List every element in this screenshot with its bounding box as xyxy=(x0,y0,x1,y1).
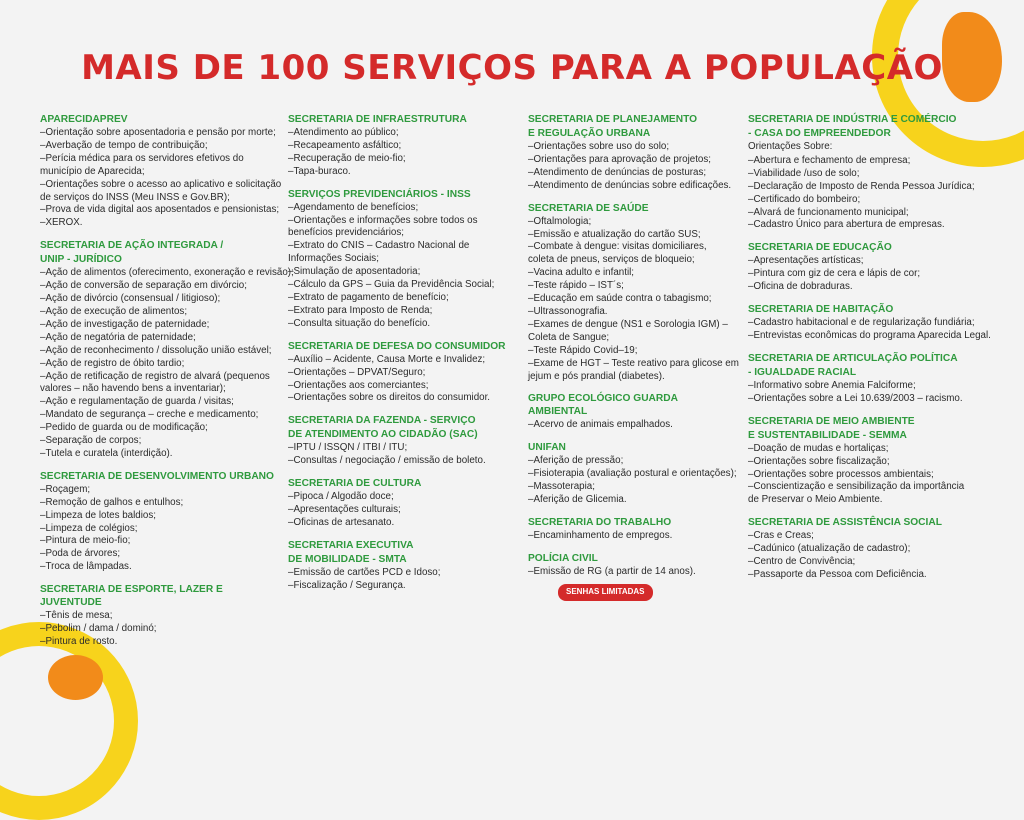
service-item: benefícios previdenciários; xyxy=(288,227,404,239)
service-section xyxy=(748,516,983,582)
service-section xyxy=(528,552,738,601)
service-item: –Cadúnico (atualização de cadastro); xyxy=(748,543,911,555)
service-section xyxy=(528,392,738,432)
service-section xyxy=(40,583,283,649)
service-item: –Pebolim / dama / dominó; xyxy=(40,623,157,635)
service-item: –Recapeamento asfáltico; xyxy=(288,139,402,151)
service-item: –Separação de corpos; xyxy=(40,435,142,447)
section-title: SECRETARIA DO TRABALHO xyxy=(528,516,672,528)
page-title: MAIS DE 100 SERVIÇOS PARA A POPULAÇÃO xyxy=(81,48,943,88)
section-title: SECRETARIA DE CULTURA xyxy=(288,478,422,490)
service-item: –Orientações e informações sobre todos os xyxy=(288,214,478,226)
service-item: –Ação de execução de alimentos; xyxy=(40,305,188,317)
service-section xyxy=(288,414,518,468)
service-item: –Recuperação de meio-fio; xyxy=(288,152,406,164)
service-item: –Ação de registro de óbito tardio; xyxy=(40,357,185,369)
service-item: –Perícia médica para os servidores efetivos do xyxy=(40,152,244,164)
service-item: jejum e pós prandial (diabetes). xyxy=(528,370,665,382)
service-item: –Declaração de Imposto de Renda Pessoa Jurídica; xyxy=(748,180,975,192)
service-item: –Oftalmologia; xyxy=(528,215,592,227)
service-item: –Cadastro Único para abertura de empresas. xyxy=(748,219,945,231)
service-item: –Passaporte da Pessoa com Deficiência. xyxy=(748,568,927,580)
service-item: –Ação de investigação de paternidade; xyxy=(40,318,210,330)
service-section xyxy=(748,352,983,406)
service-item: –IPTU / ISSQN / ITBI / ITU; xyxy=(288,442,408,454)
service-item: –Oficinas de artesanato. xyxy=(288,516,395,528)
section-title: - CASA DO EMPREENDEDOR xyxy=(748,128,891,139)
service-item: –Doação de mudas e hortaliças; xyxy=(748,442,889,454)
section-title: POLÍCIA CIVIL xyxy=(528,552,598,564)
service-item: –Limpeza de colégios; xyxy=(40,522,138,534)
service-section xyxy=(528,516,738,543)
limited-slots-badge: SENHAS LIMITADAS xyxy=(558,584,653,601)
service-item: –Certificado do bombeiro; xyxy=(748,193,861,205)
service-item: –Consultas / negociação / emissão de boleto. xyxy=(288,455,486,467)
service-item: –Orientações sobre os direitos do consumidor. xyxy=(288,392,491,404)
service-section xyxy=(748,303,991,343)
section-title: E SUSTENTABILIDADE - SEMMA xyxy=(748,429,907,441)
service-item: –Emissão de RG (a partir de 14 anos). xyxy=(528,565,696,577)
service-item: –Aferição de Glicemia. xyxy=(528,494,627,506)
service-item: –Teste Rápido Covid–19; xyxy=(528,344,638,356)
service-section xyxy=(288,477,518,530)
service-item: –Limpeza de lotes baldios; xyxy=(40,509,157,521)
section-title: SECRETARIA DE ARTICULAÇÃO POLÍTICA xyxy=(748,352,958,364)
service-item: –Pipoca / Algodão doce; xyxy=(288,491,394,503)
section-title: SECRETARIA DE INFRAESTRUTURA xyxy=(288,114,467,125)
service-item: –Extrato para Imposto de Renda; xyxy=(288,304,433,316)
section-title: SECRETARIA DE MEIO AMBIENTE xyxy=(748,415,915,427)
service-item: –Apresentações artísticas; xyxy=(748,255,864,267)
service-item: –Teste rápido – IST´s; xyxy=(528,280,624,292)
service-item: –Orientações sobre o acesso ao aplicativo e solicitação xyxy=(40,178,282,190)
service-section xyxy=(40,239,294,461)
service-item: –Informativo sobre Anemia Falciforme; xyxy=(748,379,916,391)
section-title: UNIFAN xyxy=(528,442,566,454)
service-item: –Conscientização e sensibilização da importância xyxy=(748,481,965,493)
service-section xyxy=(528,441,738,507)
service-item: –Simulação de aposentadoria; xyxy=(288,266,421,278)
services-column-3 xyxy=(528,113,738,610)
service-item: Coleta de Sangue; xyxy=(528,331,610,343)
service-item: –Viabilidade /uso de solo; xyxy=(748,167,860,179)
section-title: SECRETARIA DE SAÚDE xyxy=(528,202,649,214)
service-item: –Alvará de funcionamento municipal; xyxy=(748,206,909,218)
section-title: SECRETARIA DE DESENVOLVIMENTO URBANO xyxy=(40,470,274,482)
service-item: –Ação e regulamentação de guarda / visitas; xyxy=(40,396,234,408)
section-title: APARECIDAPREV xyxy=(40,114,128,125)
service-item: –Oficina de dobraduras. xyxy=(748,281,853,293)
section-title: SECRETARIA EXECUTIVA xyxy=(288,539,414,551)
section-title: SECRETARIA DE HABITAÇÃO xyxy=(748,304,894,316)
service-item: –Pintura com giz de cera e lápis de cor; xyxy=(748,268,921,280)
service-item: –Ação de negatória de paternidade; xyxy=(40,331,196,343)
service-item: município de Aparecida; xyxy=(40,165,145,177)
service-item: –Fiscalização / Segurança. xyxy=(288,579,406,591)
section-title: SECRETARIA DA FAZENDA - SERVIÇO xyxy=(288,415,476,427)
service-item: –Encaminhamento de empregos. xyxy=(528,529,673,541)
service-item: –Orientações – DPVAT/Seguro; xyxy=(288,366,426,378)
service-item: de Preservar o Meio Ambiente. xyxy=(748,494,883,506)
service-item: –Entrevistas econômicas do programa Aparecida Legal. xyxy=(748,329,991,341)
service-item: –XEROX. xyxy=(40,217,83,229)
service-item: coleta de pneus, serviços de bloqueio; xyxy=(528,254,695,266)
services-column-1 xyxy=(40,113,294,658)
section-title: SECRETARIA DE EDUCAÇÃO xyxy=(748,242,892,254)
service-item: –Orientações sobre fiscalização; xyxy=(748,455,890,467)
service-item: –Ação de divórcio (consensual / litigioso); xyxy=(40,293,221,305)
section-title: SECRETARIA DE ESPORTE, LAZER E JUVENTUDE xyxy=(40,584,223,609)
section-title: SECRETARIA DE AÇÃO INTEGRADA / xyxy=(40,240,224,252)
services-column-2 xyxy=(288,113,518,602)
service-section xyxy=(288,113,518,179)
service-item: –Ultrassonografia. xyxy=(528,305,608,317)
service-item: –Massoterapia; xyxy=(528,481,595,493)
service-item: –Tutela e curatela (interdição). xyxy=(40,447,173,459)
service-section xyxy=(748,113,983,232)
section-title: DE MOBILIDADE - SMTA xyxy=(288,553,407,565)
section-title: UNIP - JURÍDICO xyxy=(40,254,122,266)
service-item: –Orientações sobre uso do solo; xyxy=(528,141,670,152)
service-item: –Aferição de pressão; xyxy=(528,455,624,467)
service-item: –Emissão e atualização do cartão SUS; xyxy=(528,228,701,240)
service-item: –Fisioterapia (avaliação postural e orientações); xyxy=(528,468,737,480)
service-item: –Vacina adulto e infantil; xyxy=(528,267,635,279)
service-item: –Consulta situação do benefício. xyxy=(288,317,431,329)
service-item: –Ação de conversão de separação em divórcio; xyxy=(40,280,247,292)
section-title: SERVIÇOS PREVIDENCIÁRIOS - INSS xyxy=(288,188,471,200)
section-title: SECRETARIA DE PLANEJAMENTO xyxy=(528,114,698,125)
section-title: - IGUALDADE RACIAL xyxy=(748,366,857,378)
service-item: –Poda de árvores; xyxy=(40,548,121,560)
service-item: –Averbação de tempo de contribuição; xyxy=(40,139,208,151)
service-item: –Pintura de rosto. xyxy=(40,636,118,647)
section-title: GRUPO ECOLÓGICO GUARDA AMBIENTAL xyxy=(528,393,678,418)
service-section xyxy=(40,113,283,230)
service-item: –Prova de vida digital aos aposentados e pensionistas; xyxy=(40,204,280,216)
service-section xyxy=(528,202,738,384)
service-item: –Agendamento de benefícios; xyxy=(288,201,419,213)
service-item: de serviços do INSS (Meu INSS e Gov.BR); xyxy=(40,191,230,203)
service-item: –Centro de Convivência; xyxy=(748,556,856,568)
service-item: –Atendimento ao público; xyxy=(288,127,399,138)
service-item: –Cras e Creas; xyxy=(748,530,814,542)
service-section xyxy=(288,539,518,593)
service-item: –Exames de dengue (NS1 e Sorologia IGM) – xyxy=(528,318,728,330)
section-title: DE ATENDIMENTO AO CIDADÃO (SAC) xyxy=(288,429,478,441)
section-title: SECRETARIA DE ASSISTÊNCIA SOCIAL xyxy=(748,517,942,529)
service-item: –Troca de lâmpadas. xyxy=(40,561,132,573)
service-item: –Orientação sobre aposentadoria e pensão por morte; xyxy=(40,127,276,138)
service-item: –Atendimento de denúncias de posturas; xyxy=(528,166,707,178)
services-column-4 xyxy=(748,113,991,591)
section-intro: Orientações Sobre: xyxy=(748,141,833,152)
service-item: –Cadastro habitacional e de regularização fundiária; xyxy=(748,317,975,329)
service-item: –Apresentações culturais; xyxy=(288,504,401,516)
service-section xyxy=(748,415,983,508)
service-item: –Tênis de mesa; xyxy=(40,610,113,622)
section-title: E REGULAÇÃO URBANA xyxy=(528,128,651,139)
service-item: Informações Sociais; xyxy=(288,253,379,265)
service-item: –Exame de HGT – Teste reativo para glicose em xyxy=(528,357,739,369)
decorative-orange-shape-bottom-left xyxy=(48,655,103,700)
service-item: –Extrato de pagamento de benefício; xyxy=(288,291,449,303)
service-item: –Educação em saúde contra o tabagismo; xyxy=(528,293,712,305)
service-item: –Remoção de galhos e entulhos; xyxy=(40,496,184,508)
service-item: –Pedido de guarda ou de modificação; xyxy=(40,422,208,434)
service-item: –Ação de reconhecimento / dissolução união estável; xyxy=(40,344,272,356)
service-item: –Combate à dengue: visitas domiciliares, xyxy=(528,241,707,253)
service-item: –Extrato do CNIS – Cadastro Nacional de xyxy=(288,240,470,252)
service-item: valores – não havendo bens a inventariar); xyxy=(40,383,226,395)
service-section xyxy=(288,188,518,331)
service-section xyxy=(528,113,738,193)
service-item: –Orientações sobre processos ambientais; xyxy=(748,468,934,480)
service-item: –Orientações aos comerciantes; xyxy=(288,379,429,391)
service-item: –Acervo de animais empalhados. xyxy=(528,419,673,431)
service-item: –Tapa-buraco. xyxy=(288,165,351,177)
section-title: SECRETARIA DE DEFESA DO CONSUMIDOR xyxy=(288,340,506,352)
service-item: –Roçagem; xyxy=(40,483,91,495)
service-item: –Auxílio – Acidente, Causa Morte e Invalidez; xyxy=(288,353,486,365)
service-section xyxy=(40,470,283,574)
service-item: –Emissão de cartões PCD e Idoso; xyxy=(288,566,441,578)
section-title: SECRETARIA DE INDÚSTRIA E COMÉRCIO xyxy=(748,114,957,125)
service-item: –Cálculo da GPS – Guia da Previdência Social; xyxy=(288,279,495,291)
service-item: –Orientações para aprovação de projetos; xyxy=(528,153,711,165)
service-item: –Ação de alimentos (oferecimento, exoneração e revisão); xyxy=(40,267,294,279)
service-item: –Pintura de meio-fio; xyxy=(40,535,131,547)
service-item: –Ação de retificação de registro de alvará (pequenos xyxy=(40,370,270,382)
service-section xyxy=(748,241,983,294)
service-item: –Abertura e fechamento de empresa; xyxy=(748,154,911,166)
service-item: –Orientações sobre a Lei 10.639/2003 – racismo. xyxy=(748,392,963,404)
service-section xyxy=(288,340,518,406)
service-item: –Atendimento de denúncias sobre edificações. xyxy=(528,179,732,191)
service-item: –Mandato de segurança – creche e medicamento; xyxy=(40,409,259,421)
